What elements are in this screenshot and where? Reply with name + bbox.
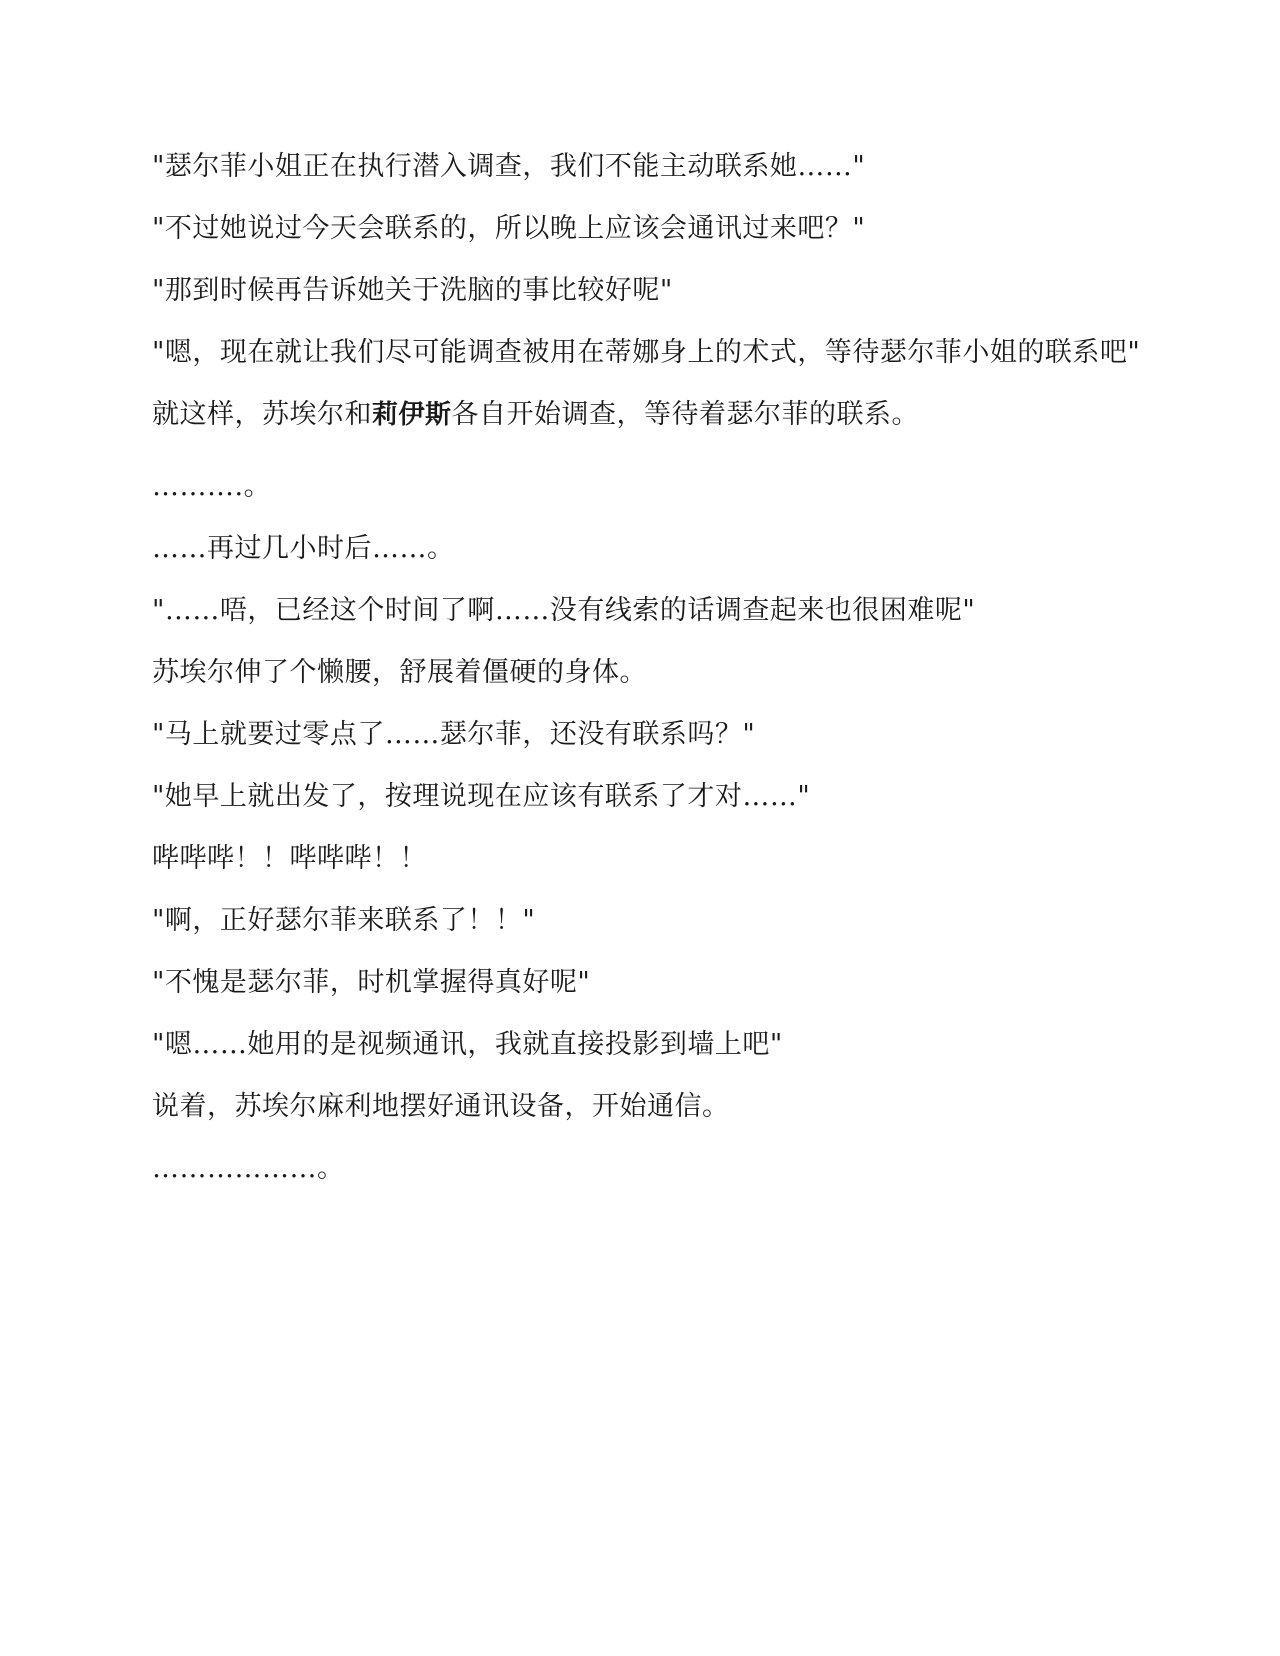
character-name-bold: 莉伊斯 — [372, 400, 452, 430]
paragraph: 哔哔哔！！哔哔哔！！ — [152, 843, 427, 874]
paragraph: "嗯，现在就让我们尽可能调查被用在蒂娜身上的术式，等待瑟尔菲小姐的联系吧" — [152, 337, 1141, 368]
paragraph: ……….。 — [152, 471, 272, 502]
paragraph: "瑟尔菲小姐正在执行潜入调查，我们不能主动联系她……" — [152, 151, 866, 182]
paragraph: "……唔，已经这个时间了啊……没有线索的话调查起来也很困难呢" — [152, 595, 976, 626]
paragraph: "嗯……她用的是视频通讯，我就直接投影到墙上吧" — [152, 1029, 783, 1060]
paragraph-text-before: 就这样，苏埃尔和 — [152, 399, 372, 430]
paragraph: "不愧是瑟尔菲，时机掌握得真好呢" — [152, 967, 591, 998]
paragraph: "那到时候再告诉她关于洗脑的事比较好呢" — [152, 275, 673, 306]
paragraph: "她早上就出发了，按理说现在应该有联系了才对……" — [152, 781, 811, 812]
paragraph: ………………。 — [152, 1153, 345, 1184]
paragraph-text-after: 各自开始调查，等待着瑟尔菲的联系。 — [451, 399, 920, 430]
paragraph: "马上就要过零点了……瑟尔菲，还没有联系吗？" — [152, 719, 756, 750]
paragraph: ……再过几小时后……。 — [152, 533, 455, 564]
paragraph: "不过她说过今天会联系的，所以晚上应该会通讯过来吧？" — [152, 213, 866, 244]
paragraph: 说着，苏埃尔麻利地摆好通讯设备，开始通信。 — [152, 1091, 730, 1122]
paragraph — [152, 396, 1142, 434]
paragraph: "啊，正好瑟尔菲来联系了！！" — [152, 905, 536, 936]
document-body — [152, 148, 1142, 1212]
paragraph: 苏埃尔伸了个懒腰，舒展着僵硬的身体。 — [152, 657, 647, 688]
